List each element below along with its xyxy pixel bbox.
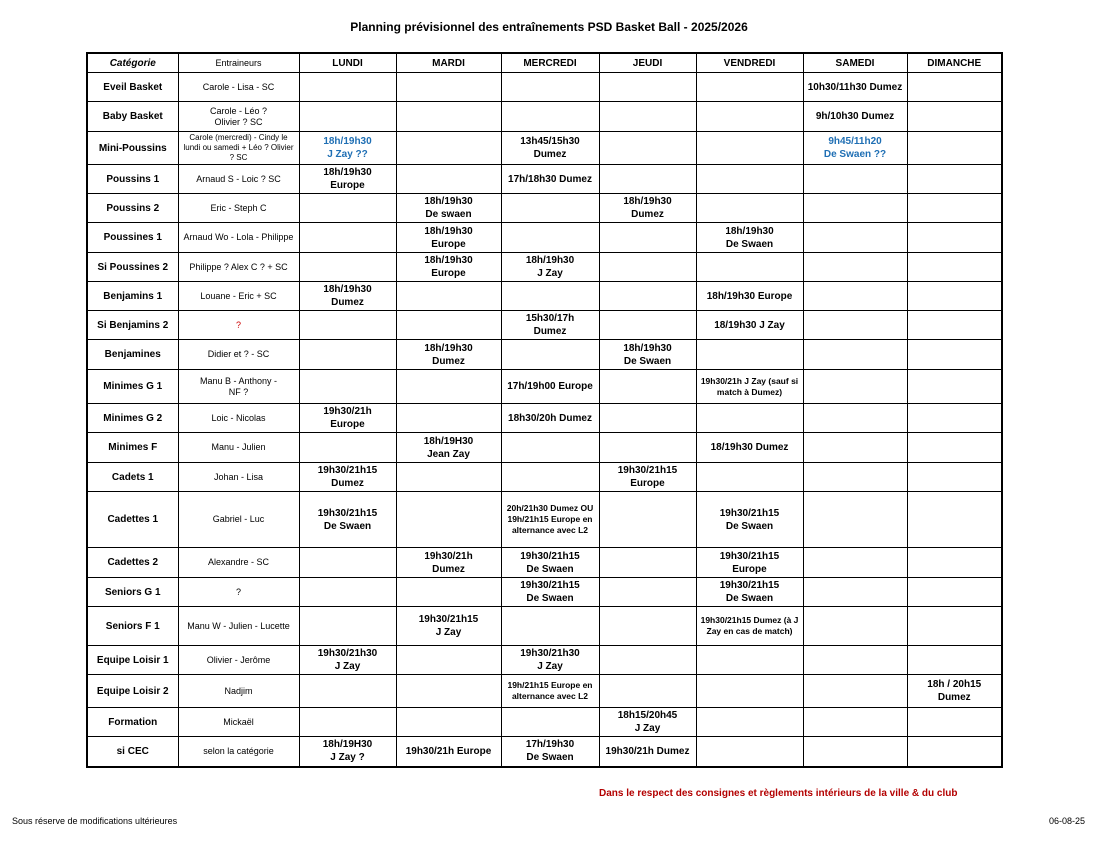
slot-cell-wednesday <box>501 340 599 370</box>
day-header-sunday: DIMANCHE <box>907 53 1002 73</box>
slot-cell-saturday <box>803 340 907 370</box>
day-header-saturday: SAMEDI <box>803 53 907 73</box>
category-cell: Seniors G 1 <box>87 578 178 607</box>
coaches-cell: Manu B - Anthony - NF ? <box>178 370 299 404</box>
slot-cell-wednesday: 20h/21h30 Dumez OU 19h/21h15 Europe en alternance avec L2 <box>501 492 599 548</box>
slot-cell-tuesday: 18h/19h30 Europe <box>396 253 501 282</box>
slot-cell-sunday <box>907 253 1002 282</box>
coaches-cell: Didier et ? - SC <box>178 340 299 370</box>
day-header-tuesday: MARDI <box>396 53 501 73</box>
slot-cell-wednesday <box>501 194 599 223</box>
slot-cell-sunday <box>907 646 1002 675</box>
category-cell: Eveil Basket <box>87 73 178 102</box>
slot-cell-saturday <box>803 282 907 311</box>
slot-cell-saturday <box>803 548 907 578</box>
slot-cell-wednesday <box>501 708 599 737</box>
coaches-cell: Carole - Léo ? Olivier ? SC <box>178 102 299 132</box>
coaches-cell: selon la catégorie <box>178 737 299 767</box>
schedule-row <box>87 102 1002 132</box>
category-cell: Si Poussines 2 <box>87 253 178 282</box>
slot-cell-tuesday <box>396 165 501 194</box>
slot-cell-sunday <box>907 311 1002 340</box>
category-cell: Formation <box>87 708 178 737</box>
schedule-row <box>87 282 1002 311</box>
slot-cell-wednesday: 19h30/21h15 De Swaen <box>501 578 599 607</box>
coaches-cell: Arnaud S - Loic ? SC <box>178 165 299 194</box>
slot-cell-sunday <box>907 463 1002 492</box>
training-schedule-table <box>86 52 1003 768</box>
page-title: Planning prévisionnel des entraînements PSD Basket Ball - 2025/2026 <box>350 20 748 34</box>
slot-cell-tuesday: 19h30/21h Europe <box>396 737 501 767</box>
slot-cell-friday <box>696 132 803 165</box>
category-cell: Cadettes 1 <box>87 492 178 548</box>
slot-cell-wednesday: 19h30/21h15 De Swaen <box>501 548 599 578</box>
slot-cell-friday: 18h/19h30 Europe <box>696 282 803 311</box>
slot-cell-friday <box>696 737 803 767</box>
coaches-cell: Gabriel - Luc <box>178 492 299 548</box>
category-cell: Minimes G 1 <box>87 370 178 404</box>
schedule-row <box>87 737 1002 767</box>
slot-cell-saturday <box>803 223 907 253</box>
slot-cell-thursday <box>599 282 696 311</box>
category-cell: Si Benjamins 2 <box>87 311 178 340</box>
slot-cell-thursday <box>599 404 696 433</box>
slot-cell-friday <box>696 463 803 492</box>
slot-cell-tuesday <box>396 646 501 675</box>
category-cell: Equipe Loisir 2 <box>87 675 178 708</box>
schedule-row <box>87 311 1002 340</box>
slot-cell-monday <box>299 578 396 607</box>
slot-cell-tuesday <box>396 463 501 492</box>
slot-cell-saturday <box>803 708 907 737</box>
slot-cell-friday: 18/19h30 J Zay <box>696 311 803 340</box>
slot-cell-sunday <box>907 165 1002 194</box>
slot-cell-sunday <box>907 492 1002 548</box>
slot-cell-tuesday: 18h/19h30 De swaen <box>396 194 501 223</box>
slot-cell-thursday: 18h/19h30 De Swaen <box>599 340 696 370</box>
slot-cell-monday <box>299 548 396 578</box>
category-cell: Equipe Loisir 1 <box>87 646 178 675</box>
slot-cell-thursday: 19h30/21h Dumez <box>599 737 696 767</box>
slot-cell-monday <box>299 73 396 102</box>
day-header-friday: VENDREDI <box>696 53 803 73</box>
coaches-cell: Carole - Lisa - SC <box>178 73 299 102</box>
slot-cell-monday <box>299 607 396 646</box>
category-cell: Seniors F 1 <box>87 607 178 646</box>
slot-cell-monday <box>299 253 396 282</box>
coaches-cell: Eric - Steph C <box>178 194 299 223</box>
slot-cell-tuesday: 19h30/21h Dumez <box>396 548 501 578</box>
slot-cell-saturday <box>803 646 907 675</box>
slot-cell-tuesday <box>396 578 501 607</box>
slot-cell-wednesday <box>501 102 599 132</box>
slot-cell-tuesday <box>396 370 501 404</box>
slot-cell-sunday <box>907 194 1002 223</box>
slot-cell-sunday: 18h / 20h15 Dumez <box>907 675 1002 708</box>
reserve-note: Sous réserve de modifications ultérieures <box>12 816 178 826</box>
slot-cell-monday <box>299 708 396 737</box>
coaches-cell: Nadjim <box>178 675 299 708</box>
schedule-row <box>87 578 1002 607</box>
category-cell: Benjamins 1 <box>87 282 178 311</box>
slot-cell-friday: 19h30/21h15 De Swaen <box>696 578 803 607</box>
slot-cell-saturday <box>803 492 907 548</box>
slot-cell-tuesday <box>396 708 501 737</box>
slot-cell-wednesday: 18h30/20h Dumez <box>501 404 599 433</box>
coaches-cell: Manu - Julien <box>178 433 299 463</box>
slot-cell-wednesday <box>501 607 599 646</box>
slot-cell-friday <box>696 194 803 223</box>
slot-cell-sunday <box>907 370 1002 404</box>
day-header-monday: LUNDI <box>299 53 396 73</box>
slot-cell-tuesday <box>396 492 501 548</box>
slot-cell-monday <box>299 194 396 223</box>
schedule-row <box>87 132 1002 165</box>
category-cell: Poussins 1 <box>87 165 178 194</box>
slot-cell-thursday <box>599 165 696 194</box>
slot-cell-tuesday <box>396 311 501 340</box>
slot-cell-thursday <box>599 370 696 404</box>
slot-cell-monday: 18h/19h30 Dumez <box>299 282 396 311</box>
slot-cell-tuesday <box>396 404 501 433</box>
slot-cell-saturday <box>803 737 907 767</box>
slot-cell-tuesday <box>396 132 501 165</box>
category-cell: Baby Basket <box>87 102 178 132</box>
slot-cell-wednesday <box>501 282 599 311</box>
slot-cell-saturday <box>803 404 907 433</box>
slot-cell-wednesday <box>501 73 599 102</box>
slot-cell-wednesday <box>501 433 599 463</box>
slot-cell-friday: 19h30/21h15 De Swaen <box>696 492 803 548</box>
slot-cell-sunday <box>907 607 1002 646</box>
coaches-cell: Philippe ? Alex C ? + SC <box>178 253 299 282</box>
coaches-cell: Carole (mercredi) - Cindy le lundi ou samedi + Léo ? Olivier ? SC <box>178 132 299 165</box>
schedule-row <box>87 708 1002 737</box>
slot-cell-wednesday: 17h/19h30 De Swaen <box>501 737 599 767</box>
slot-cell-wednesday: 19h/21h15 Europe en alternance avec L2 <box>501 675 599 708</box>
schedule-row <box>87 404 1002 433</box>
slot-cell-sunday <box>907 737 1002 767</box>
slot-cell-friday: 18h/19h30 De Swaen <box>696 223 803 253</box>
coaches-cell: Louane - Eric + SC <box>178 282 299 311</box>
schedule-row <box>87 253 1002 282</box>
slot-cell-wednesday: 19h30/21h30 J Zay <box>501 646 599 675</box>
slot-cell-tuesday: 18h/19h30 Dumez <box>396 340 501 370</box>
coaches-cell: ? <box>178 578 299 607</box>
slot-cell-friday <box>696 73 803 102</box>
slot-cell-monday: 18h/19h30 J Zay ?? <box>299 132 396 165</box>
slot-cell-saturday <box>803 165 907 194</box>
slot-cell-thursday: 19h30/21h15 Europe <box>599 463 696 492</box>
slot-cell-monday <box>299 370 396 404</box>
slot-cell-saturday: 10h30/11h30 Dumez <box>803 73 907 102</box>
slot-cell-thursday <box>599 73 696 102</box>
slot-cell-saturday <box>803 370 907 404</box>
slot-cell-thursday: 18h15/20h45 J Zay <box>599 708 696 737</box>
slot-cell-friday <box>696 675 803 708</box>
category-cell: si CEC <box>87 737 178 767</box>
slot-cell-monday: 18h/19H30 J Zay ? <box>299 737 396 767</box>
coaches-cell: Alexandre - SC <box>178 548 299 578</box>
slot-cell-monday <box>299 340 396 370</box>
slot-cell-thursday <box>599 578 696 607</box>
slot-cell-sunday <box>907 578 1002 607</box>
slot-cell-friday: 19h30/21h J Zay (sauf si match à Dumez) <box>696 370 803 404</box>
slot-cell-monday: 19h30/21h15 De Swaen <box>299 492 396 548</box>
schedule-row <box>87 433 1002 463</box>
slot-cell-sunday <box>907 223 1002 253</box>
slot-cell-sunday <box>907 73 1002 102</box>
slot-cell-sunday <box>907 433 1002 463</box>
document-date: 06-08-25 <box>1049 816 1086 826</box>
slot-cell-friday <box>696 404 803 433</box>
slot-cell-tuesday: 19h30/21h15 J Zay <box>396 607 501 646</box>
category-header: Catégorie <box>87 53 178 73</box>
slot-cell-thursday: 18h/19h30 Dumez <box>599 194 696 223</box>
coaches-cell: Manu W - Julien - Lucette <box>178 607 299 646</box>
slot-cell-sunday <box>907 102 1002 132</box>
category-cell: Cadets 1 <box>87 463 178 492</box>
schedule-row <box>87 492 1002 548</box>
slot-cell-thursday <box>599 646 696 675</box>
coaches-cell: Loic - Nicolas <box>178 404 299 433</box>
slot-cell-monday <box>299 102 396 132</box>
coaches-cell: ? <box>178 311 299 340</box>
slot-cell-saturday <box>803 607 907 646</box>
slot-cell-sunday <box>907 548 1002 578</box>
slot-cell-thursday <box>599 311 696 340</box>
schedule-row <box>87 548 1002 578</box>
slot-cell-friday <box>696 708 803 737</box>
slot-cell-thursday <box>599 548 696 578</box>
schedule-row <box>87 675 1002 708</box>
slot-cell-friday <box>696 102 803 132</box>
schedule-row <box>87 194 1002 223</box>
coaches-cell: Mickaël <box>178 708 299 737</box>
slot-cell-thursday <box>599 433 696 463</box>
slot-cell-monday: 18h/19h30 Europe <box>299 165 396 194</box>
slot-cell-wednesday: 13h45/15h30 Dumez <box>501 132 599 165</box>
slot-cell-tuesday <box>396 102 501 132</box>
coaches-header: Entraineurs <box>178 53 299 73</box>
slot-cell-tuesday: 18h/19H30 Jean Zay <box>396 433 501 463</box>
slot-cell-wednesday: 18h/19h30 J Zay <box>501 253 599 282</box>
schedule-row <box>87 73 1002 102</box>
slot-cell-monday <box>299 311 396 340</box>
slot-cell-saturday: 9h/10h30 Dumez <box>803 102 907 132</box>
slot-cell-monday <box>299 433 396 463</box>
category-cell: Mini-Poussins <box>87 132 178 165</box>
slot-cell-thursday <box>599 132 696 165</box>
slot-cell-wednesday <box>501 223 599 253</box>
slot-cell-sunday <box>907 340 1002 370</box>
schedule-row <box>87 607 1002 646</box>
slot-cell-monday: 19h30/21h15 Dumez <box>299 463 396 492</box>
slot-cell-friday: 19h30/21h15 Dumez (à J Zay en cas de match) <box>696 607 803 646</box>
slot-cell-monday: 19h30/21h Europe <box>299 404 396 433</box>
slot-cell-friday <box>696 165 803 194</box>
schedule-row <box>87 165 1002 194</box>
slot-cell-thursday <box>599 675 696 708</box>
slot-cell-thursday <box>599 253 696 282</box>
club-rules-note: Dans le respect des consignes et règlements intérieurs de la ville & du club <box>599 788 958 799</box>
slot-cell-friday <box>696 646 803 675</box>
slot-cell-wednesday <box>501 463 599 492</box>
slot-cell-friday: 19h30/21h15 Europe <box>696 548 803 578</box>
category-cell: Benjamines <box>87 340 178 370</box>
slot-cell-sunday <box>907 132 1002 165</box>
slot-cell-tuesday <box>396 675 501 708</box>
slot-cell-friday <box>696 253 803 282</box>
slot-cell-saturday <box>803 311 907 340</box>
slot-cell-saturday <box>803 433 907 463</box>
slot-cell-tuesday: 18h/19h30 Europe <box>396 223 501 253</box>
day-header-wednesday: MERCREDI <box>501 53 599 73</box>
coaches-cell: Olivier - Jerôme <box>178 646 299 675</box>
slot-cell-saturday: 9h45/11h20 De Swaen ?? <box>803 132 907 165</box>
header-row <box>87 53 1002 73</box>
slot-cell-tuesday <box>396 282 501 311</box>
slot-cell-saturday <box>803 675 907 708</box>
slot-cell-thursday <box>599 492 696 548</box>
schedule-row <box>87 340 1002 370</box>
schedule-row <box>87 646 1002 675</box>
slot-cell-thursday <box>599 607 696 646</box>
schedule-row <box>87 463 1002 492</box>
slot-cell-wednesday: 15h30/17h Dumez <box>501 311 599 340</box>
slot-cell-sunday <box>907 708 1002 737</box>
slot-cell-wednesday: 17h/18h30 Dumez <box>501 165 599 194</box>
slot-cell-monday: 19h30/21h30 J Zay <box>299 646 396 675</box>
coaches-cell: Johan - Lisa <box>178 463 299 492</box>
slot-cell-saturday <box>803 578 907 607</box>
day-header-thursday: JEUDI <box>599 53 696 73</box>
category-cell: Poussines 1 <box>87 223 178 253</box>
slot-cell-saturday <box>803 463 907 492</box>
slot-cell-friday <box>696 340 803 370</box>
slot-cell-saturday <box>803 253 907 282</box>
slot-cell-friday: 18/19h30 Dumez <box>696 433 803 463</box>
coaches-cell: Arnaud Wo - Lola - Philippe <box>178 223 299 253</box>
slot-cell-tuesday <box>396 73 501 102</box>
slot-cell-thursday <box>599 223 696 253</box>
slot-cell-wednesday: 17h/19h00 Europe <box>501 370 599 404</box>
schedule-row <box>87 223 1002 253</box>
category-cell: Cadettes 2 <box>87 548 178 578</box>
category-cell: Poussins 2 <box>87 194 178 223</box>
category-cell: Minimes F <box>87 433 178 463</box>
slot-cell-monday <box>299 675 396 708</box>
slot-cell-thursday <box>599 102 696 132</box>
schedule-row <box>87 370 1002 404</box>
slot-cell-saturday <box>803 194 907 223</box>
slot-cell-monday <box>299 223 396 253</box>
slot-cell-sunday <box>907 404 1002 433</box>
category-cell: Minimes G 2 <box>87 404 178 433</box>
slot-cell-sunday <box>907 282 1002 311</box>
